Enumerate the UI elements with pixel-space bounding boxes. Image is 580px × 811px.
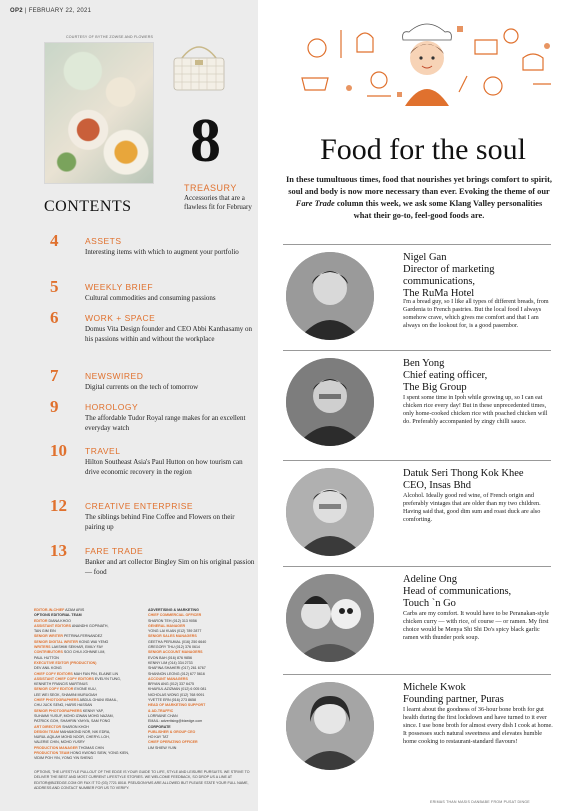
masthead-value: BRYAN ANG (012) 337 6475 [148,682,195,687]
toc-description: Cultural commodities and consuming passions [85,294,216,302]
masthead-value: EVELYN TUNG, [93,676,121,681]
masthead-value: EVON BAH (016) 876 9856 [148,655,192,660]
masthead-role: SENIOR ACCOUNT MANAGERS [148,650,203,655]
masthead-value: MAHAMOND NOR, NIK EDRA, [58,729,111,734]
toc-heading: TRAVEL [85,446,121,456]
masthead-value: KENNETH FRANCIS MARTINUS [34,682,88,687]
masthead-role: EDITOR-IN-CHIEF [34,608,65,612]
toc-page-number: 10 [50,441,67,460]
intro-text-end: column this week, we ask some Klang Valley personalities what their go-to, feel-good foods are. [334,199,543,220]
masthead-value: SUHAIMI YUSUF, MOHD IZWAN MOHD NAZAM, [34,713,114,718]
toc-heading: HOROLOGY [85,402,139,412]
masthead-role: CORPORATE [148,724,171,729]
toc-page-number: 13 [50,541,67,560]
profile-divider [283,460,551,461]
toc-description: The siblings behind Fine Coffee and Flowers on their pairing up [85,513,235,531]
masthead-value: ANANDHI GOPINATH, [71,623,109,628]
masthead-value: PAUL HUTTON [34,655,59,660]
masthead-value: SHARON TEH (012) 313 9056 [148,618,197,623]
masthead-value: YONG LAI KUAN (012) 789 2877 [148,629,202,634]
toc-description: Banker and art collector Bingley Sim on his original passion — food [85,558,255,576]
masthead-value: EMAIL: advertising@bizedge.com [148,719,203,724]
profile-quote: Alcohol. Ideally good red wine, of French origin and preferably vintages that are older than my two children. Having said that, good dim sum and roast duck are also comforting. [403,492,541,523]
masthead-role: WRITERS [34,645,51,650]
masthead-value: SHAFINA SHAHERI (017) 261 6767 [148,666,206,671]
masthead-line [148,746,256,751]
treasury-description: Accessories that are a flawless fit for February [184,194,252,211]
treasury-heading[interactable]: TREASURY [184,183,237,193]
masthead-value: VIDIM POH YIN, YONG YIN SHENG [34,756,93,761]
masthead-value: KENNY LIM (014) 334 2733 [148,660,193,665]
masthead-role: PUBLISHER & GROUP CEO [148,729,196,734]
toc-description: Domus Vita Design founder and CEO Abbi Kanthasamy on his passions within and without the workplace [85,325,253,343]
masthead-value: SOO CHUI JOHNNE LIM, [62,650,106,655]
photo-credit: COURTESY OF BYTHE ZOWSE AND FLOWERS [66,35,154,39]
toc-page-number: 4 [50,231,59,250]
toc-heading: ASSETS [85,236,122,246]
toc-heading: NEWSWIRED [85,371,144,381]
toc-heading: WORK + SPACE [85,313,156,323]
chef-illustration-icon [297,18,557,106]
profile-name: Adeline Ong Head of communications, Touch `n Go [403,574,512,609]
masthead-value: HO KAY TAT [148,735,169,740]
masthead-line [34,756,146,761]
masthead-value: NURUL AQILAH MOHD NOOR, CHERYL LOH, [34,735,110,740]
profile-name: Michele Kwok Founding partner, Puras [403,682,504,705]
masthead-role: CHIEF OPERATING OFFICER [148,740,198,745]
masthead-value: KHAIRUL AZIZMAN (012) 6 005 081 [148,687,207,692]
masthead-value: PETRINA FERNANDEZ [62,634,103,639]
masthead-role: PRODUCTION TEAM [34,751,70,756]
toc-description: The affordable Tudor Royal range makes for an excellent everyday watch [85,414,246,432]
profile-quote: I'm a bread guy, so I like all types of different breads, from Gardenia to French pastries. But the local food I always somehow crave, which gives me comfort and that I am always on the lookout for, is a good pasembor. [403,298,549,329]
masthead-role: ASSISTANT EDITORS [34,623,72,628]
masthead-value: GEETHA PERUMAL (016) 250 6640 [148,639,207,644]
masthead-value: MAH FAN PIN, ELAINE LIN [72,671,119,676]
masthead-value: THOMAS CHIN [77,745,104,750]
masthead-value: SHARON KHOH [61,724,89,729]
masthead-value: DIANA KHOO [47,618,71,623]
masthead-value: VALERIE CHIN, MOHD YUSRY [34,740,85,745]
photo-credit-bottom: ERIMAS THAN MASIS DANBABE FROM PUSAT DINGE [430,800,530,804]
masthead-value: NICHOLAS WONG (012) 768 9091 [148,692,205,697]
profile-name: Nigel Gan Director of marketing communications, The RuMa Hotel [403,252,495,299]
masthead-role: SENIOR WRITER [34,634,63,639]
toc-heading: FARE TRADE [85,546,144,556]
masthead-role: ACCOUNT MANAGERS [148,676,188,681]
masthead-role: & AD-TRAFFIC [148,708,174,713]
food-photo [44,42,154,184]
masthead-role: HEAD OF MARKETING SUPPORT [148,703,206,708]
masthead-value: LEE WEI SEOK, SHAMINI MURUGIAH [34,692,98,697]
footer-note: OPTIONS, THE LIFESTYLE PULLOUT OF THE EDGE IS YOUR GUIDE TO LIFE, STYLE AND LEISURE PURSUITS. WE STRIVE TO DELIVER THE BEST AND MOST CURRENT LIFESTYLE STORIES. WE WELCOME FEEDBACK, SO DROP US A LINE AT EDITOR@BIZEDGE.COM OR FAX IT TO (03) 7721 8018. PSEUDONYMS ARE ALLOWED BUT PLEASE STATE YOUR FULL NAME, ADDRESS AND CONTACT NUMBER FOR US TO VERIFY. [34,770,250,790]
masthead-role: CHIEF COMMERCIAL OFFICER [148,613,202,618]
masthead-value: SHANNON LEONG (012) 677 5616 [148,671,205,676]
portrait-photo [286,574,374,662]
featured-page-number: 8 [190,107,221,175]
intro-text: In these tumultuous times, food that nourishes yet brings comfort to spirit, soul and body is now more necessary than ever. Evoking the theme of our [286,175,552,196]
toc-heading: WEEKLY BRIEF [85,282,154,292]
column-name: Fare Trade [295,199,335,208]
contents-title: CONTENTS [44,198,132,215]
masthead-value: LIM SHIEW YUIN [148,745,177,750]
portrait-photo [286,252,374,340]
masthead-value: TAN GIM EIN [34,629,56,634]
masthead-role: ADVERTISING & MARKETING [148,608,199,612]
masthead-value: KENNY YAP, [81,708,104,713]
profile-divider [283,350,551,351]
profile-name: Ben Yong Chief eating officer, The Big Group [403,358,488,393]
masthead-role: CHIEF COPY EDITORS [34,671,73,676]
masthead-role: DESIGN TEAM [34,729,59,734]
masthead-role: EXECUTIVE EDITOR (PRODUCTION) [34,660,97,665]
masthead-role: SENIOR COPY EDITOR [34,687,74,692]
toc-page-number: 9 [50,397,59,416]
masthead-editorial [34,608,146,762]
profile-quote: Carbs are my comfort. It would have to be Peranakan-style chicken curry — with rice, of course — or ramen. My first choice would be Menya Shi Shi Do's spicy black garlic ramen with thunder pork soup. [403,610,550,641]
masthead-role: PRODUCTION MANAGER [34,745,78,750]
toc-page-number: 5 [50,277,59,296]
masthead-value: KONG WAI YENG [78,639,109,644]
toc-page-number: 6 [50,308,59,327]
masthead-value: EVONE KUU, [73,687,97,692]
masthead-role: OPTIONS EDITORIAL TEAM [34,613,82,618]
masthead-role: CONTRIBUTORS [34,650,63,655]
toc-description: Digital currents on the tech of tomorrow [85,383,199,391]
masthead-value: CHU JUCK SENG, HARIS HASSAN [34,703,93,708]
masthead-role: ART DIRECTOR [34,724,62,729]
masthead-value: PATRICK GOH, SHAHRIN YAHYA, SAM FONG [34,719,111,724]
masthead-value: ABDUL GHANI ISMAIL, [78,698,118,703]
profile-divider [283,674,551,675]
toc-description: Hilton Southeast Asia's Paul Hutton on how tourism can drive economic recovery in the region [85,458,243,476]
masthead-advertising [148,608,256,751]
masthead-role: SENIOR PHOTOGRAPHERS [34,708,82,713]
profile-name: Datuk Seri Thong Kok Khee CEO, Insas Bhd [403,468,524,491]
intro-paragraph [286,174,552,222]
masthead-value: LAKSHMI SEKHAR, EMILY FAY [50,645,104,650]
masthead-value: DEV ANIL KONG [34,666,62,671]
profile-quote: I learnt about the goodness of 36-hour bone broth for gut health during the first lockdown and have turned to it ever since. I use bone broth for almost every dish I cook at home. It possesses such natural sweetness and elevates humble home cooking to restaurant-standard flavours! [403,706,553,745]
masthead-role: SENIOR SALES MANAGERS [148,634,197,639]
masthead-value: YVETTE ERN (016) 273 8658 [148,698,196,703]
portrait-photo [286,682,374,770]
profile-divider [283,244,551,245]
masthead-value: GREGORY THU (012) 376 0614 [148,645,200,650]
profile-quote: I spent some time in Ipoh while growing up, so I can eat chicken rice every day! But in these unprecedented times, only home-cooked chicken rice with poached chicken will do. Preferably accompanied by zingy chilli sauce. [403,394,548,425]
toc-description: Interesting items with which to augment your portfolio [85,248,239,256]
masthead-role: ASSISTANT CHIEF COPY EDITORS [34,676,94,681]
masthead-role: SENIOR DIGITAL WRITER [34,639,78,644]
handbag-icon [168,40,230,92]
masthead-value: LORRAINE CHAN [148,713,178,718]
page-folio: OP2 | FEBRUARY 22, 2021 [10,8,92,14]
profile-divider [283,566,551,567]
masthead-value: AZAM ARIS [64,608,85,612]
portrait-photo [286,468,374,556]
page-title: Food for the soul [320,133,526,166]
toc-heading: CREATIVE ENTERPRISE [85,501,194,511]
page-number: OP2 [10,8,23,14]
portrait-photo [286,358,374,446]
masthead-value: HONG KWONG SIEW, YONG KIEN, [69,751,129,756]
masthead-role: CHIEF PHOTOGRAPHERS [34,698,79,703]
toc-page-number: 12 [50,496,67,515]
toc-page-number: 7 [50,366,59,385]
masthead-role: EDITOR [34,618,48,623]
issue-date: FEBRUARY 22, 2021 [28,8,92,14]
masthead-role: GENERAL MANAGER [148,623,186,628]
